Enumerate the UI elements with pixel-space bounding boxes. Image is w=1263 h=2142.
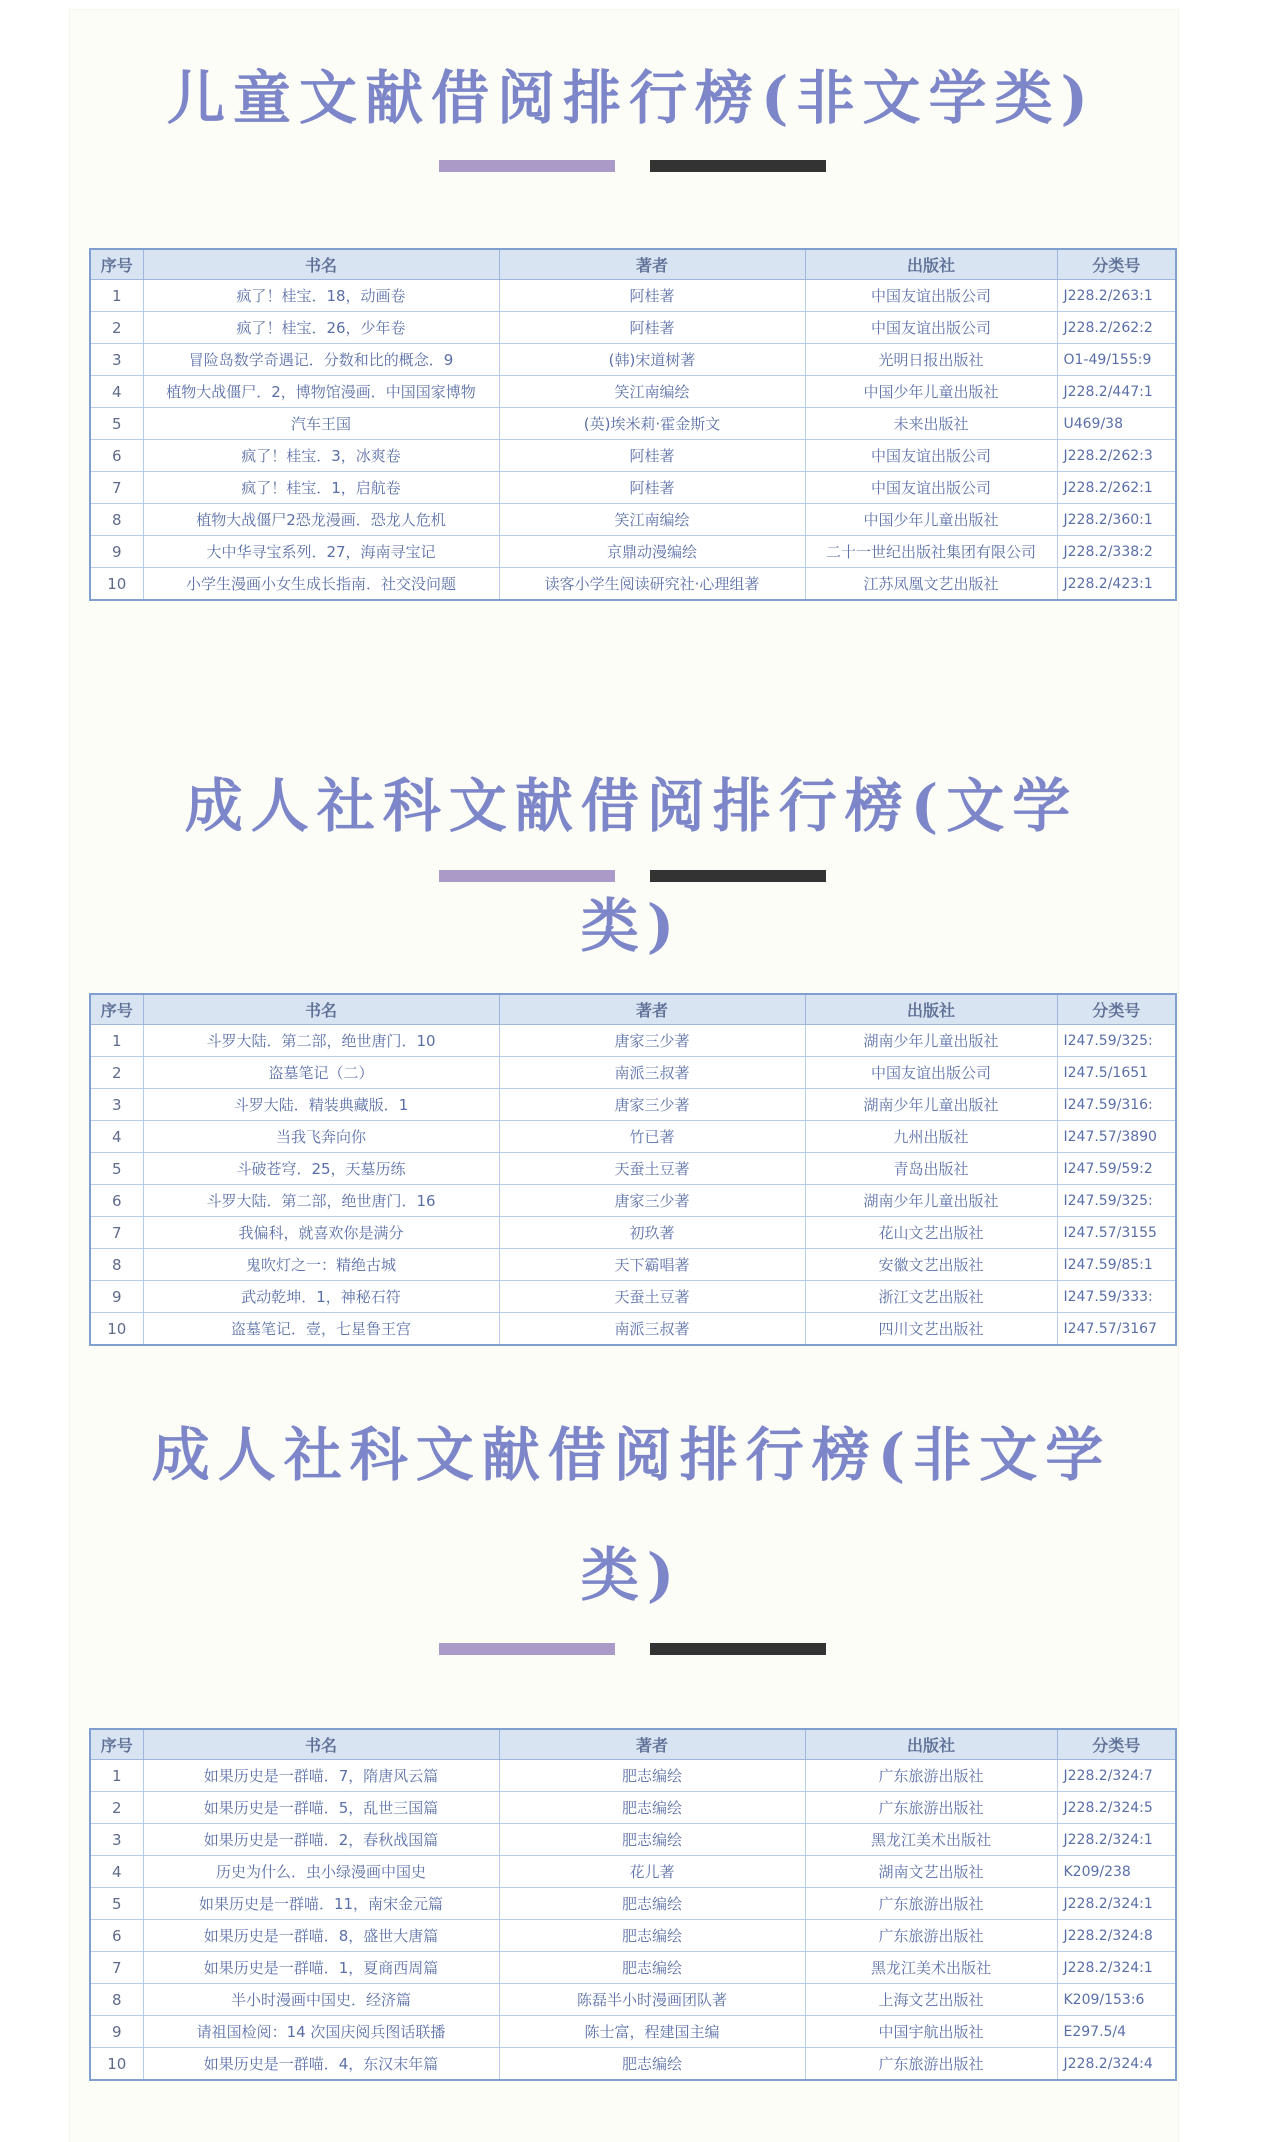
cell-title: 斗破苍穹．25，天墓历练 xyxy=(143,1153,499,1185)
title-divider-purple xyxy=(439,160,615,172)
cell-title: 如果历史是一群喵．8，盛世大唐篇 xyxy=(143,1920,499,1952)
title-divider-purple xyxy=(439,870,615,882)
table-row xyxy=(90,1089,1176,1121)
title-divider-dark xyxy=(650,160,826,172)
cell-no: 2 xyxy=(90,1057,143,1089)
header-no: 序号 xyxy=(90,249,143,280)
cell-no: 7 xyxy=(90,1952,143,1984)
cell-publisher: 中国少年儿童出版社 xyxy=(805,376,1057,408)
cell-publisher: 中国宇航出版社 xyxy=(805,2016,1057,2048)
cell-publisher: 安徽文艺出版社 xyxy=(805,1249,1057,1281)
cell-publisher: 青岛出版社 xyxy=(805,1153,1057,1185)
cell-title: 如果历史是一群喵．7，隋唐风云篇 xyxy=(143,1760,499,1792)
cell-publisher: 广东旅游出版社 xyxy=(805,1792,1057,1824)
header-title: 书名 xyxy=(143,994,499,1025)
cell-author: 花儿著 xyxy=(499,1856,805,1888)
cell-title: 小学生漫画小女生成长指南．社交没问题 xyxy=(143,568,499,601)
table-row xyxy=(90,408,1176,440)
header-author: 著者 xyxy=(499,994,805,1025)
cell-title: 如果历史是一群喵．2，春秋战国篇 xyxy=(143,1824,499,1856)
table-row xyxy=(90,1249,1176,1281)
cell-no: 6 xyxy=(90,440,143,472)
cell-publisher: 浙江文艺出版社 xyxy=(805,1281,1057,1313)
cell-title: 如果历史是一群喵．11，南宋金元篇 xyxy=(143,1888,499,1920)
cell-code: K209/238 xyxy=(1057,1856,1176,1888)
cell-no: 6 xyxy=(90,1920,143,1952)
cell-title: 请祖国检阅：14 次国庆阅兵图话联播 xyxy=(143,2016,499,2048)
header-title: 书名 xyxy=(143,249,499,280)
cell-code: I247.57/3890 xyxy=(1057,1121,1176,1153)
cell-no: 1 xyxy=(90,1025,143,1057)
cell-title: 当我飞奔向你 xyxy=(143,1121,499,1153)
table-row xyxy=(90,1185,1176,1217)
cell-author: (英)埃米莉·霍金斯文 xyxy=(499,408,805,440)
section-3-title-line-2: 类) xyxy=(580,1541,683,1609)
cell-publisher: 广东旅游出版社 xyxy=(805,1760,1057,1792)
cell-author: 肥志编绘 xyxy=(499,1888,805,1920)
cell-code: J228.2/324:5 xyxy=(1057,1792,1176,1824)
cell-author: 阿桂著 xyxy=(499,440,805,472)
cell-no: 9 xyxy=(90,536,143,568)
cell-code: I247.59/333: xyxy=(1057,1281,1176,1313)
cell-title: 斗罗大陆．精装典藏版．1 xyxy=(143,1089,499,1121)
cell-no: 4 xyxy=(90,376,143,408)
header-no: 序号 xyxy=(90,1729,143,1760)
cell-title: 植物大战僵尸2恐龙漫画．恐龙人危机 xyxy=(143,504,499,536)
cell-publisher: 黑龙江美术出版社 xyxy=(805,1824,1057,1856)
cell-publisher: 广东旅游出版社 xyxy=(805,1920,1057,1952)
title-divider-dark xyxy=(650,1643,826,1655)
cell-publisher: 九州出版社 xyxy=(805,1121,1057,1153)
header-code: 分类号 xyxy=(1057,994,1176,1025)
cell-no: 5 xyxy=(90,408,143,440)
cell-author: 笑江南编绘 xyxy=(499,504,805,536)
table-header-row xyxy=(90,249,1176,280)
cell-publisher: 四川文艺出版社 xyxy=(805,1313,1057,1346)
cell-code: J228.2/262:3 xyxy=(1057,440,1176,472)
cell-code: J228.2/263:1 xyxy=(1057,280,1176,312)
cell-author: 陈士富，程建国主编 xyxy=(499,2016,805,2048)
table-body xyxy=(90,280,1176,601)
cell-author: 肥志编绘 xyxy=(499,1760,805,1792)
cell-author: 天蚕土豆著 xyxy=(499,1281,805,1313)
cell-no: 4 xyxy=(90,1121,143,1153)
cell-title: 半小时漫画中国史．经济篇 xyxy=(143,1984,499,2016)
cell-no: 10 xyxy=(90,2048,143,2081)
cell-no: 2 xyxy=(90,312,143,344)
cell-code: I247.59/325: xyxy=(1057,1025,1176,1057)
cell-title: 汽车王国 xyxy=(143,408,499,440)
section-2-title-wrap xyxy=(150,746,1113,986)
cell-publisher: 黑龙江美术出版社 xyxy=(805,1952,1057,1984)
cell-publisher: 湖南少年儿童出版社 xyxy=(805,1185,1057,1217)
cell-code: J228.2/423:1 xyxy=(1057,568,1176,601)
cell-author: 陈磊半小时漫画团队著 xyxy=(499,1984,805,2016)
cell-title: 如果历史是一群喵．5，乱世三国篇 xyxy=(143,1792,499,1824)
cell-publisher: 中国友谊出版公司 xyxy=(805,1057,1057,1089)
cell-title: 如果历史是一群喵．4，东汉末年篇 xyxy=(143,2048,499,2081)
table-row xyxy=(90,312,1176,344)
table-row xyxy=(90,2048,1176,2081)
cell-no: 10 xyxy=(90,1313,143,1346)
section-3-title-line-1: 成人社科文献借阅排行榜(非文学 xyxy=(151,1421,1112,1489)
cell-no: 2 xyxy=(90,1792,143,1824)
cell-publisher: 中国少年儿童出版社 xyxy=(805,504,1057,536)
cell-author: 南派三叔著 xyxy=(499,1057,805,1089)
cell-no: 7 xyxy=(90,472,143,504)
cell-code: J228.2/360:1 xyxy=(1057,504,1176,536)
cell-title: 疯了！桂宝．1，启航卷 xyxy=(143,472,499,504)
cell-code: J228.2/324:8 xyxy=(1057,1920,1176,1952)
table-row xyxy=(90,376,1176,408)
cell-code: J228.2/324:1 xyxy=(1057,1824,1176,1856)
cell-publisher: 中国友谊出版公司 xyxy=(805,312,1057,344)
cell-code: J228.2/447:1 xyxy=(1057,376,1176,408)
cell-title: 疯了！桂宝．26，少年卷 xyxy=(143,312,499,344)
cell-title: 武动乾坤．1，神秘石符 xyxy=(143,1281,499,1313)
table-row xyxy=(90,472,1176,504)
cell-author: 阿桂著 xyxy=(499,312,805,344)
title-divider-dark xyxy=(650,870,826,882)
cell-code: J228.2/262:1 xyxy=(1057,472,1176,504)
table-row xyxy=(90,344,1176,376)
cell-no: 4 xyxy=(90,1856,143,1888)
cell-no: 8 xyxy=(90,1249,143,1281)
table-row xyxy=(90,1153,1176,1185)
cell-title: 大中华寻宝系列．27，海南寻宝记 xyxy=(143,536,499,568)
header-title: 书名 xyxy=(143,1729,499,1760)
cell-code: I247.5/1651 xyxy=(1057,1057,1176,1089)
header-publisher: 出版社 xyxy=(805,994,1057,1025)
header-publisher: 出版社 xyxy=(805,249,1057,280)
cell-publisher: 中国友谊出版公司 xyxy=(805,472,1057,504)
cell-publisher: 光明日报出版社 xyxy=(805,344,1057,376)
cell-publisher: 中国友谊出版公司 xyxy=(805,280,1057,312)
cell-code: J228.2/338:2 xyxy=(1057,536,1176,568)
cell-no: 5 xyxy=(90,1153,143,1185)
cell-author: (韩)宋道树著 xyxy=(499,344,805,376)
cell-author: 读客小学生阅读研究社·心理组著 xyxy=(499,568,805,601)
cell-code: J228.2/324:1 xyxy=(1057,1952,1176,1984)
cell-author: 阿桂著 xyxy=(499,472,805,504)
cell-code: J228.2/262:2 xyxy=(1057,312,1176,344)
cell-no: 7 xyxy=(90,1217,143,1249)
table-row xyxy=(90,440,1176,472)
cell-author: 唐家三少著 xyxy=(499,1185,805,1217)
cell-code: O1-49/155:9 xyxy=(1057,344,1176,376)
cell-author: 肥志编绘 xyxy=(499,1952,805,1984)
table-row xyxy=(90,1984,1176,2016)
header-author: 著者 xyxy=(499,1729,805,1760)
table-row xyxy=(90,1121,1176,1153)
cell-author: 唐家三少著 xyxy=(499,1089,805,1121)
section-3-title-wrap xyxy=(150,1395,1113,1635)
cell-publisher: 湖南少年儿童出版社 xyxy=(805,1089,1057,1121)
table-row xyxy=(90,536,1176,568)
cell-publisher: 二十一世纪出版社集团有限公司 xyxy=(805,536,1057,568)
cell-no: 9 xyxy=(90,1281,143,1313)
table-header-row xyxy=(90,1729,1176,1760)
section-1-title-wrap xyxy=(150,38,1113,158)
cell-author: 肥志编绘 xyxy=(499,1792,805,1824)
table-row xyxy=(90,1057,1176,1089)
cell-author: 肥志编绘 xyxy=(499,1920,805,1952)
ranking-table-1 xyxy=(89,248,1177,601)
cell-no: 5 xyxy=(90,1888,143,1920)
cell-publisher: 上海文艺出版社 xyxy=(805,1984,1057,2016)
cell-no: 8 xyxy=(90,1984,143,2016)
cell-publisher: 湖南文艺出版社 xyxy=(805,1856,1057,1888)
cell-no: 10 xyxy=(90,568,143,601)
cell-publisher: 广东旅游出版社 xyxy=(805,1888,1057,1920)
cell-code: I247.57/3167 xyxy=(1057,1313,1176,1346)
cell-no: 9 xyxy=(90,2016,143,2048)
cell-code: I247.59/59:2 xyxy=(1057,1153,1176,1185)
cell-publisher: 中国友谊出版公司 xyxy=(805,440,1057,472)
table-header-row xyxy=(90,994,1176,1025)
cell-title: 疯了！桂宝．3，冰爽卷 xyxy=(143,440,499,472)
header-code: 分类号 xyxy=(1057,249,1176,280)
cell-code: J228.2/324:7 xyxy=(1057,1760,1176,1792)
title-divider-purple xyxy=(439,1643,615,1655)
section-2-title: 成人社科文献借阅排行榜(文学类) xyxy=(184,772,1079,960)
cell-author: 天蚕土豆著 xyxy=(499,1153,805,1185)
table-body xyxy=(90,1760,1176,2081)
cell-publisher: 江苏凤凰文艺出版社 xyxy=(805,568,1057,601)
table-row xyxy=(90,1792,1176,1824)
header-code: 分类号 xyxy=(1057,1729,1176,1760)
cell-code: J228.2/324:1 xyxy=(1057,1888,1176,1920)
cell-author: 笑江南编绘 xyxy=(499,376,805,408)
ranking-table-3 xyxy=(89,1728,1177,2081)
table-row xyxy=(90,1281,1176,1313)
cell-title: 鬼吹灯之一：精绝古城 xyxy=(143,1249,499,1281)
cell-code: E297.5/4 xyxy=(1057,2016,1176,2048)
table-row xyxy=(90,1952,1176,1984)
cell-author: 京鼎动漫编绘 xyxy=(499,536,805,568)
cell-title: 疯了！桂宝．18，动画卷 xyxy=(143,280,499,312)
cell-title: 斗罗大陆．第二部，绝世唐门．16 xyxy=(143,1185,499,1217)
table-row xyxy=(90,1920,1176,1952)
cell-publisher: 广东旅游出版社 xyxy=(805,2048,1057,2081)
cell-author: 肥志编绘 xyxy=(499,2048,805,2081)
cell-title: 历史为什么．虫小绿漫画中国史 xyxy=(143,1856,499,1888)
table-row xyxy=(90,1888,1176,1920)
cell-author: 初玖著 xyxy=(499,1217,805,1249)
cell-title: 我偏科，就喜欢你是满分 xyxy=(143,1217,499,1249)
cell-title: 盗墓笔记（二） xyxy=(143,1057,499,1089)
table-row xyxy=(90,1025,1176,1057)
section-1-title: 儿童文献借阅排行榜(非文学类) xyxy=(167,64,1096,132)
header-no: 序号 xyxy=(90,994,143,1025)
cell-author: 肥志编绘 xyxy=(499,1824,805,1856)
table-row xyxy=(90,504,1176,536)
cell-no: 3 xyxy=(90,1089,143,1121)
cell-author: 天下霸唱著 xyxy=(499,1249,805,1281)
cell-author: 竹已著 xyxy=(499,1121,805,1153)
cell-title: 植物大战僵尸．2，博物馆漫画．中国国家博物 xyxy=(143,376,499,408)
cell-title: 冒险岛数学奇遇记．分数和比的概念．9 xyxy=(143,344,499,376)
cell-no: 3 xyxy=(90,1824,143,1856)
cell-author: 阿桂著 xyxy=(499,280,805,312)
cell-code: J228.2/324:4 xyxy=(1057,2048,1176,2081)
table-row xyxy=(90,2016,1176,2048)
cell-no: 3 xyxy=(90,344,143,376)
cell-code: I247.59/325: xyxy=(1057,1185,1176,1217)
cell-title: 盗墓笔记．壹，七星鲁王宫 xyxy=(143,1313,499,1346)
table-row xyxy=(90,280,1176,312)
table-body xyxy=(90,1025,1176,1346)
cell-title: 如果历史是一群喵．1，夏商西周篇 xyxy=(143,1952,499,1984)
cell-no: 8 xyxy=(90,504,143,536)
cell-author: 唐家三少著 xyxy=(499,1025,805,1057)
header-author: 著者 xyxy=(499,249,805,280)
cell-no: 1 xyxy=(90,1760,143,1792)
table-row xyxy=(90,1217,1176,1249)
cell-code: I247.59/85:1 xyxy=(1057,1249,1176,1281)
cell-no: 1 xyxy=(90,280,143,312)
header-publisher: 出版社 xyxy=(805,1729,1057,1760)
table-row xyxy=(90,1856,1176,1888)
cell-author: 南派三叔著 xyxy=(499,1313,805,1346)
cell-publisher: 未来出版社 xyxy=(805,408,1057,440)
cell-code: I247.59/316: xyxy=(1057,1089,1176,1121)
table-row xyxy=(90,1760,1176,1792)
cell-code: I247.57/3155 xyxy=(1057,1217,1176,1249)
table-row xyxy=(90,1313,1176,1346)
table-row xyxy=(90,568,1176,601)
cell-publisher: 湖南少年儿童出版社 xyxy=(805,1025,1057,1057)
ranking-table-2 xyxy=(89,993,1177,1346)
cell-title: 斗罗大陆．第二部，绝世唐门．10 xyxy=(143,1025,499,1057)
table-row xyxy=(90,1824,1176,1856)
cell-code: U469/38 xyxy=(1057,408,1176,440)
cell-code: K209/153:6 xyxy=(1057,1984,1176,2016)
cell-no: 6 xyxy=(90,1185,143,1217)
cell-publisher: 花山文艺出版社 xyxy=(805,1217,1057,1249)
